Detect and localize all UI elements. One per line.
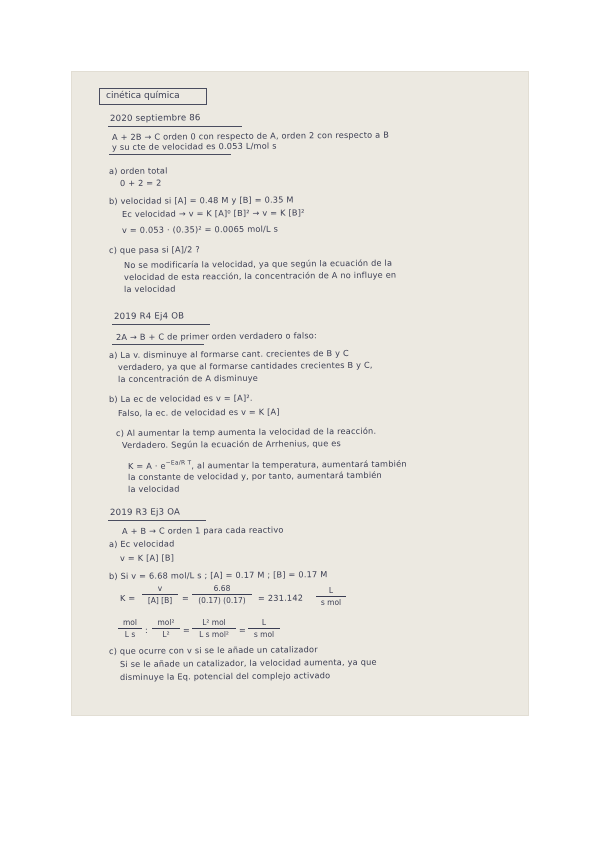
numerator: L xyxy=(261,618,267,627)
page-title: cinética química xyxy=(106,91,180,101)
units-fraction-4 xyxy=(248,618,280,639)
s3-c-question: c) que ocurre con v si se le añade un catalizador xyxy=(108,644,318,656)
denominator: L s mol² xyxy=(199,630,229,639)
s2-c-line-1: c) Al aumentar la temp aumenta la velocidad de la reacción. xyxy=(115,425,377,438)
s1-b-line-1: Ec velocidad → v = K [A]⁰ [B]² → v = K [B]² xyxy=(121,207,305,219)
arrhenius-exponent: −Ea/R T xyxy=(165,459,192,467)
s3-a-question: a) Ec velocidad xyxy=(108,538,175,549)
section-header-2020: 2020 septiembre 86 xyxy=(109,113,201,124)
units-equals-1: = xyxy=(182,624,191,635)
numerator: mol xyxy=(123,618,137,627)
units-equals-2: = xyxy=(238,624,247,635)
arrhenius-k: K = A · e xyxy=(127,460,166,471)
k-fraction-2 xyxy=(192,584,252,605)
s1-b-line-2: v = 0.053 · (0.35)² = 0.0065 mol/L s xyxy=(121,223,279,235)
s2-a-line-2: verdadero, ya que al formarse cantidades crecientes B y C, xyxy=(117,359,373,372)
numerator: v xyxy=(157,584,163,593)
k-result: = 231.142 xyxy=(257,592,304,603)
k-lhs: K = xyxy=(119,592,136,603)
k-fraction-1 xyxy=(142,584,178,605)
numerator: L² mol xyxy=(202,618,226,627)
s1-statement-2: y su cte de velocidad es 0.053 L/mol s xyxy=(111,140,277,152)
section-header-2019-r3: 2019 R3 Ej3 OA xyxy=(109,507,181,518)
s3-a-answer: v = K [A] [B] xyxy=(119,552,175,563)
s1-statement-1: A + 2B → C orden 0 con respecto de A, orden 2 con respecto a B xyxy=(111,129,390,142)
s2-c-line-2: Verdadero. Según la ecuación de Arrhenius, que es xyxy=(121,438,341,450)
numerator: 6.68 xyxy=(213,584,231,593)
denominator: (0.17) (0.17) xyxy=(198,596,246,605)
s3-statement: A + B → C orden 1 para cada reactivo xyxy=(121,524,284,536)
header-underline xyxy=(112,324,210,325)
s2-b-line-2: Falso, la ec. de velocidad es v = K [A] xyxy=(117,406,280,418)
s2-statement: 2A → B + C de primer orden verdadero o falso: xyxy=(115,330,318,342)
s3-b-question: b) Si v = 6.68 mol/L s ; [A] = 0.17 M ; [B] = 0.17 M xyxy=(108,569,328,581)
statement-underline xyxy=(109,154,231,155)
statement-underline xyxy=(112,344,204,345)
denominator: L s xyxy=(124,630,136,639)
notebook-page xyxy=(72,72,528,715)
s3-c-line-1: Si se le añade un catalizador, la velocidad aumenta, ya que xyxy=(119,656,377,669)
s1-a-answer: 0 + 2 = 2 xyxy=(119,177,162,188)
s1-c-line-2: velocidad de esta reacción, la concentración de A no influye en xyxy=(123,269,397,282)
units-divide: : xyxy=(144,624,149,635)
denominator: s mol xyxy=(253,630,275,639)
s2-c-line-4: la constante de velocidad y, por tanto, aumentará también xyxy=(127,469,382,482)
denominator: L² xyxy=(162,630,170,639)
units-fraction-3 xyxy=(192,618,236,639)
numerator: L xyxy=(328,586,334,595)
s2-b-line-1: b) La ec de velocidad es v = [A]². xyxy=(108,392,253,404)
title-box xyxy=(99,88,207,105)
s2-a-line-3: la concentración de A disminuye xyxy=(117,372,259,384)
s1-c-line-3: la velocidad xyxy=(123,283,176,294)
numerator: mol² xyxy=(157,618,175,627)
s1-a-question: a) orden total xyxy=(108,165,168,176)
s1-b-question: b) velocidad si [A] = 0.48 M y [B] = 0.35 M xyxy=(108,194,294,206)
units-fraction-2 xyxy=(152,618,180,639)
header-underline xyxy=(108,520,206,521)
s2-c-line-5: la velocidad xyxy=(127,483,180,494)
section-header-2019-r4: 2019 R4 Ej4 OB xyxy=(113,311,185,322)
header-underline xyxy=(108,126,242,127)
arrhenius-rest: , al aumentar la temperatura, aumentará también xyxy=(191,458,407,471)
k-equals-1: = xyxy=(181,592,190,603)
denominator: [A] [B] xyxy=(147,596,173,605)
k-units xyxy=(316,586,346,607)
denominator: s mol xyxy=(320,598,342,607)
s1-c-line-1: No se modificaría la velocidad, ya que según la ecuación de la xyxy=(123,257,393,270)
units-fraction-1 xyxy=(118,618,142,639)
s3-c-line-2: disminuye la Eq. potencial del complejo activado xyxy=(119,670,331,682)
s1-c-question: c) que pasa si [A]/2 ? xyxy=(108,244,200,255)
s2-a-line-1: a) La v. disminuye al formarse cant. crecientes de B y C xyxy=(108,347,349,360)
